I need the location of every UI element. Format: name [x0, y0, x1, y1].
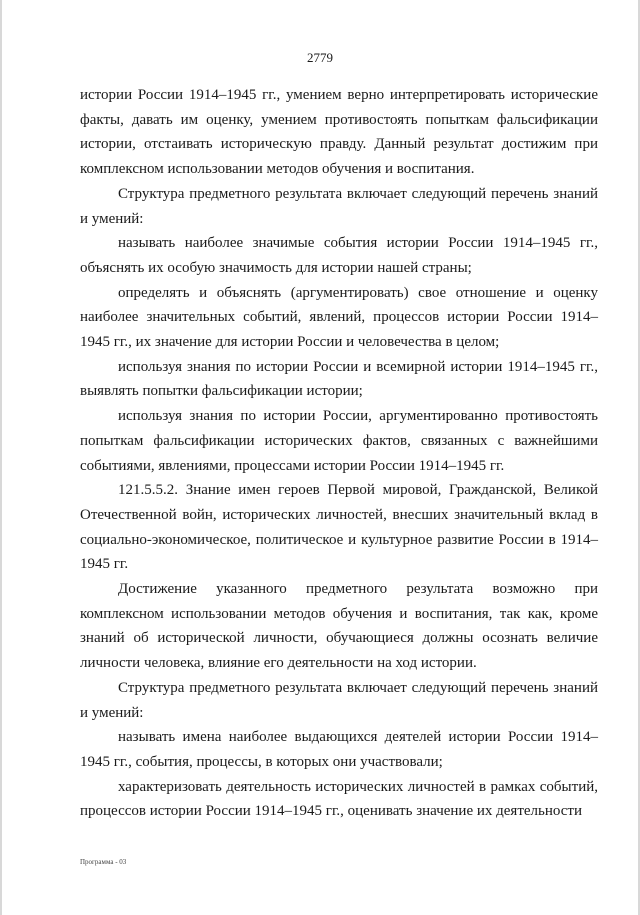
paragraph: Структура предметного результата включает следующий перечень знаний и умений: — [80, 185, 598, 227]
paragraph: используя знания по истории России и всемирной истории 1914–1945 гг., выявлять попытки фальсификации истории; — [80, 358, 598, 400]
paragraph: называть наиболее значимые события истории России 1914–1945 гг., объяснять их особую значимость для истории нашей страны; — [80, 235, 598, 276]
paragraph: определять и объяснять (аргументировать) свое отношение и оценку наиболее значительных событий, явлений, процессов истории России 1914–1945 гг., их значение для истории России и человечества в целом; — [80, 284, 598, 351]
document-body — [80, 83, 598, 824]
paragraph: называть имена наиболее выдающихся деятелей истории России 1914–1945 гг., события, процессы, в которых они участвовали; — [80, 729, 598, 770]
page-number: 2779 — [307, 50, 333, 65]
scan-edge-left — [0, 0, 2, 915]
paragraph: характеризовать деятельность исторических личностей в рамках событий, процессов истории России 1914–1945 гг., оценивать значение их деятельности — [80, 778, 598, 820]
footer-note: Программа - 03 — [80, 858, 127, 866]
paragraph: Достижение указанного предметного результата возможно при комплексном использовании методов обучения и воспитания, так как, кроме знаний об исторической личности, обучающиеся должны осознать величие личности человека, влияние его деятельности на ход истории. — [80, 581, 598, 672]
paragraph: используя знания по истории России, аргументированно противостоять попыткам фальсификации исторических фактов, связанных с важнейшими событиями, явлениями, процессами истории России 1914–1945 гг. — [80, 408, 598, 474]
paragraph: 121.5.5.2. Знание имен героев Первой мировой, Гражданской, Великой Отечественной войн, исторических личностей, внесших значительный вклад в социально-экономическое, политическое и культурное развитие России в 1914–1945 гг. — [80, 482, 598, 573]
paragraph: истории России 1914–1945 гг., умением верно интерпретировать исторические факты, давать им оценку, умением противостоять попыткам фальсификации истории, отстаивать историческую правду. Данный результат достижим при комплексном использовании методов обучения и воспитания. — [80, 87, 598, 178]
paragraph: Структура предметного результата включает следующий перечень знаний и умений: — [80, 679, 598, 721]
